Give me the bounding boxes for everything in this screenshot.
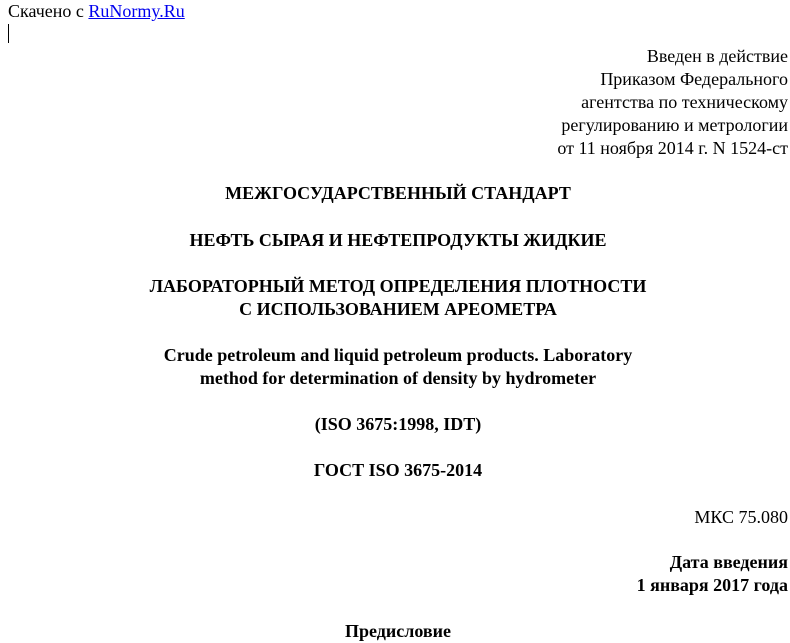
english-title bbox=[0, 344, 790, 390]
enactment-notice bbox=[557, 45, 788, 160]
text-cursor bbox=[8, 24, 9, 43]
standard-type-heading: МЕЖГОСУДАРСТВЕННЫЙ СТАНДАРТ bbox=[225, 183, 571, 203]
enactment-line: регулированию и метрологии bbox=[561, 115, 788, 135]
download-prefix: Скачено с bbox=[8, 1, 89, 21]
preface-heading: Предисловие bbox=[345, 621, 451, 641]
method-title-line: С ИСПОЛЬЗОВАНИЕМ АРЕОМЕТРА bbox=[239, 299, 557, 319]
introduction-date-label: Дата введения bbox=[669, 552, 788, 572]
method-title bbox=[0, 275, 790, 321]
enactment-line: Приказом Федерального bbox=[600, 69, 788, 89]
enactment-line: Введен в действие bbox=[646, 46, 788, 66]
enactment-line: агентства по техническому bbox=[581, 92, 788, 112]
gost-number: ГОСТ ISO 3675-2014 bbox=[313, 460, 483, 480]
method-title-line: ЛАБОРАТОРНЫЙ МЕТОД ОПРЕДЕЛЕНИЯ ПЛОТНОСТИ bbox=[149, 276, 647, 296]
iso-reference: (ISO 3675:1998, IDT) bbox=[314, 414, 482, 434]
introduction-date-value: 1 января 2017 года bbox=[636, 575, 788, 595]
english-title-line: Crude petroleum and liquid petroleum products. Laboratory bbox=[163, 345, 633, 365]
product-title: НЕФТЬ СЫРАЯ И НЕФТЕПРОДУКТЫ ЖИДКИЕ bbox=[189, 230, 607, 250]
introduction-date bbox=[637, 551, 788, 597]
download-source-line bbox=[8, 1, 185, 21]
english-title-line: method for determination of density by hydrometer bbox=[199, 368, 597, 388]
runormy-link[interactable]: RuNormy.Ru bbox=[88, 1, 185, 21]
mks-code: МКС 75.080 bbox=[694, 507, 788, 527]
enactment-line: от 11 ноября 2014 г. N 1524-ст bbox=[557, 138, 788, 158]
